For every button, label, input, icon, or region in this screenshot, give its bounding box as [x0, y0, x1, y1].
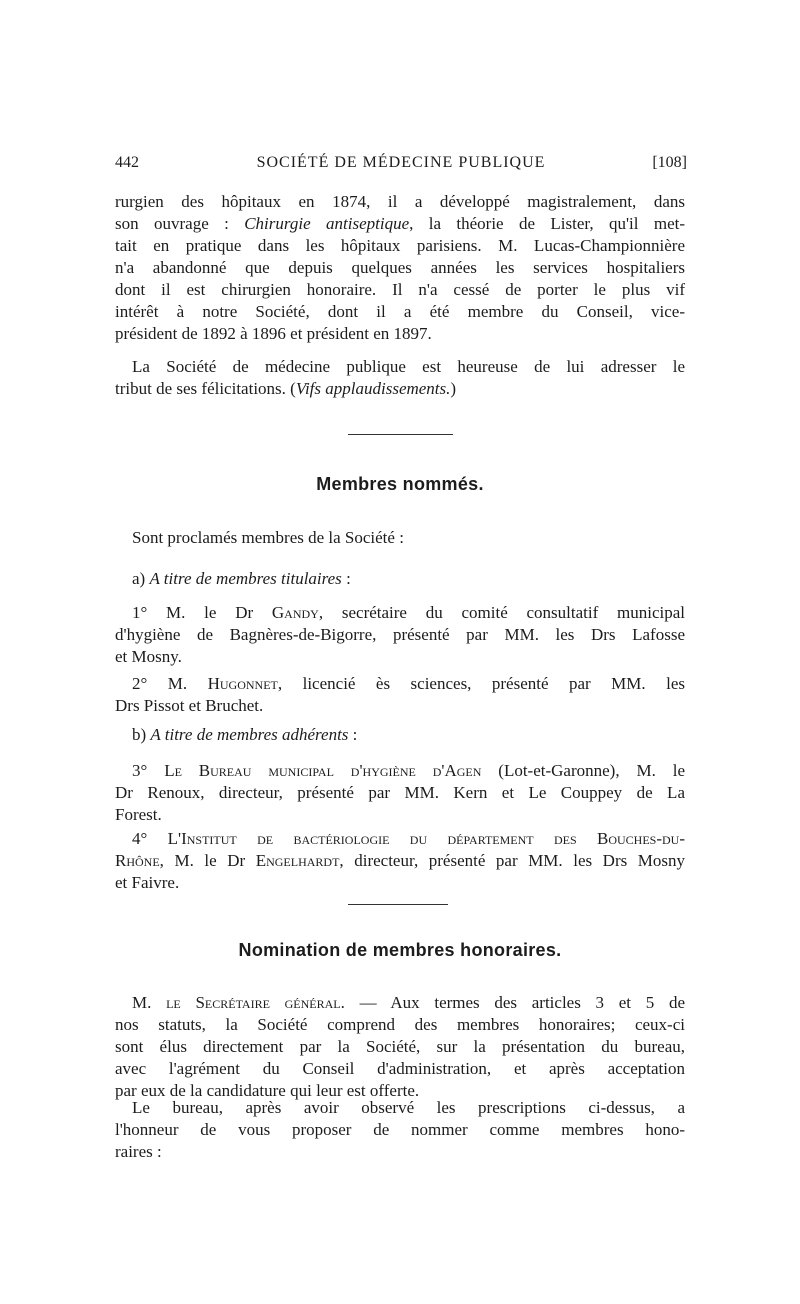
subsection-a [132, 569, 685, 589]
proclamation-line: Sont proclamés membres de la Société : [132, 528, 404, 547]
speech-line: par eux de la candidature qui leur est offerte. [115, 1081, 420, 1100]
member-name: L'Institut de bactériologie du département des Bouches-du- [167, 829, 685, 848]
subsection-b-label: b) [132, 725, 151, 744]
tribute-close: ) [450, 379, 457, 398]
intro-line: tait en pratique dans les hôpitaux parisiens. M. Lucas-Championnière [115, 236, 685, 255]
intro-line: n'a abandonné que depuis quelques années les services hospitaliers [115, 258, 685, 277]
member-entry-text: 4° [132, 829, 168, 848]
book-title: Chirurgie antiseptique [244, 214, 410, 233]
speech-line: nos statuts, la Société comprend des membres honoraires; ceux-ci [115, 1015, 685, 1034]
tribute-line: La Société de médecine publique est heureuse de lui adresser le [132, 357, 685, 376]
subsection-a-colon: : [341, 569, 351, 588]
member-name: Le Bureau municipal d'hygiène d'Agen [164, 761, 482, 780]
subsection-a-title: A titre de membres titulaires [149, 569, 342, 588]
bureau-line: l'honneur de vous proposer de nommer comme membres hono- [115, 1120, 685, 1139]
bureau-line: Le bureau, après avoir observé les prescriptions ci-dessus, a [132, 1098, 685, 1117]
tribute-text: tribut de ses félicitations. ( [115, 379, 296, 398]
intro-line: dont il est chirurgien honoraire. Il n'a cessé de porter le plus vif [115, 280, 685, 299]
bureau-line: raires : [115, 1142, 162, 1161]
member-name: Hugonnet [207, 674, 278, 693]
member-entry-3-line3: Forest. [115, 805, 162, 824]
subsection-b-title: A titre de membres adhérents [150, 725, 349, 744]
intro-line [115, 214, 685, 234]
member-entry-1-line2: d'hygiène de Bagnères-de-Bigorre, présenté par MM. les Drs Lafosse [115, 625, 685, 644]
member-entry-text: 3° [132, 761, 165, 780]
section-divider [348, 904, 448, 905]
intro-line-start: son ouvrage : [115, 214, 245, 233]
member-entry-text: , licencié ès sciences, présenté par MM. les [277, 674, 686, 693]
member-entry-4 [132, 829, 685, 849]
member-entry-3-line2: Dr Renoux, directeur, présenté par MM. Kern et Le Couppey de La [115, 783, 685, 802]
tribute-line [115, 379, 685, 399]
member-entry-text: , secrétaire du comité consultatif municipal [318, 603, 686, 622]
running-title: SOCIÉTÉ DE MÉDECINE PUBLIQUE [256, 154, 546, 171]
applause-note: Vifs applaudissements. [295, 379, 451, 398]
intro-line-end: , la théorie de Lister, qu'il met- [409, 214, 686, 233]
member-entry-text: 2° M. [132, 674, 208, 693]
member-name: Rhône [115, 851, 160, 870]
member-entry-2 [132, 674, 685, 694]
member-entry-1-line3: et Mosny. [115, 647, 182, 666]
speech-line: avec l'agrément du Conseil d'administration, et après acceptation [115, 1059, 685, 1078]
member-entry-text: , M. le Dr [159, 851, 256, 870]
speech-line [132, 993, 685, 1013]
subsection-a-label: a) [132, 569, 150, 588]
page-reference: [108] [652, 154, 687, 171]
running-header [115, 154, 687, 176]
intro-line: rurgien des hôpitaux en 1874, il a développé magistralement, dans [115, 192, 685, 211]
member-entry-3 [132, 761, 685, 781]
member-entry-1 [132, 603, 685, 623]
page-number: 442 [115, 154, 139, 171]
member-entry-text: (Lot-et-Garonne), M. le [481, 761, 685, 780]
member-entry-2-line2: Drs Pissot et Bruchet. [115, 696, 264, 715]
section-heading-honorary: Nomination de membres honoraires. [238, 940, 562, 960]
speech-line: sont élus directement par la Société, sur la présentation du bureau, [115, 1037, 685, 1056]
subsection-b-colon: : [348, 725, 358, 744]
intro-line: intérêt à notre Société, dont il a été membre du Conseil, vice- [115, 302, 685, 321]
subsection-b [132, 725, 685, 745]
speech-text: . — Aux termes des articles 3 et 5 de [340, 993, 685, 1012]
member-entry-text: , directeur, présenté par MM. les Drs Mosny [339, 851, 685, 870]
speaker-name: M. le Secrétaire général [132, 993, 341, 1012]
section-heading-members: Membres nommés. [316, 474, 484, 494]
member-name: Gandy [271, 603, 319, 622]
intro-line: président de 1892 à 1896 et président en 1897. [115, 324, 432, 343]
section-divider [348, 434, 453, 435]
member-entry-4-line2 [115, 851, 685, 871]
member-name: Engelhardt [255, 851, 340, 870]
member-entry-4-line3: et Faivre. [115, 873, 180, 892]
member-entry-text: 1° M. le Dr [132, 603, 272, 622]
